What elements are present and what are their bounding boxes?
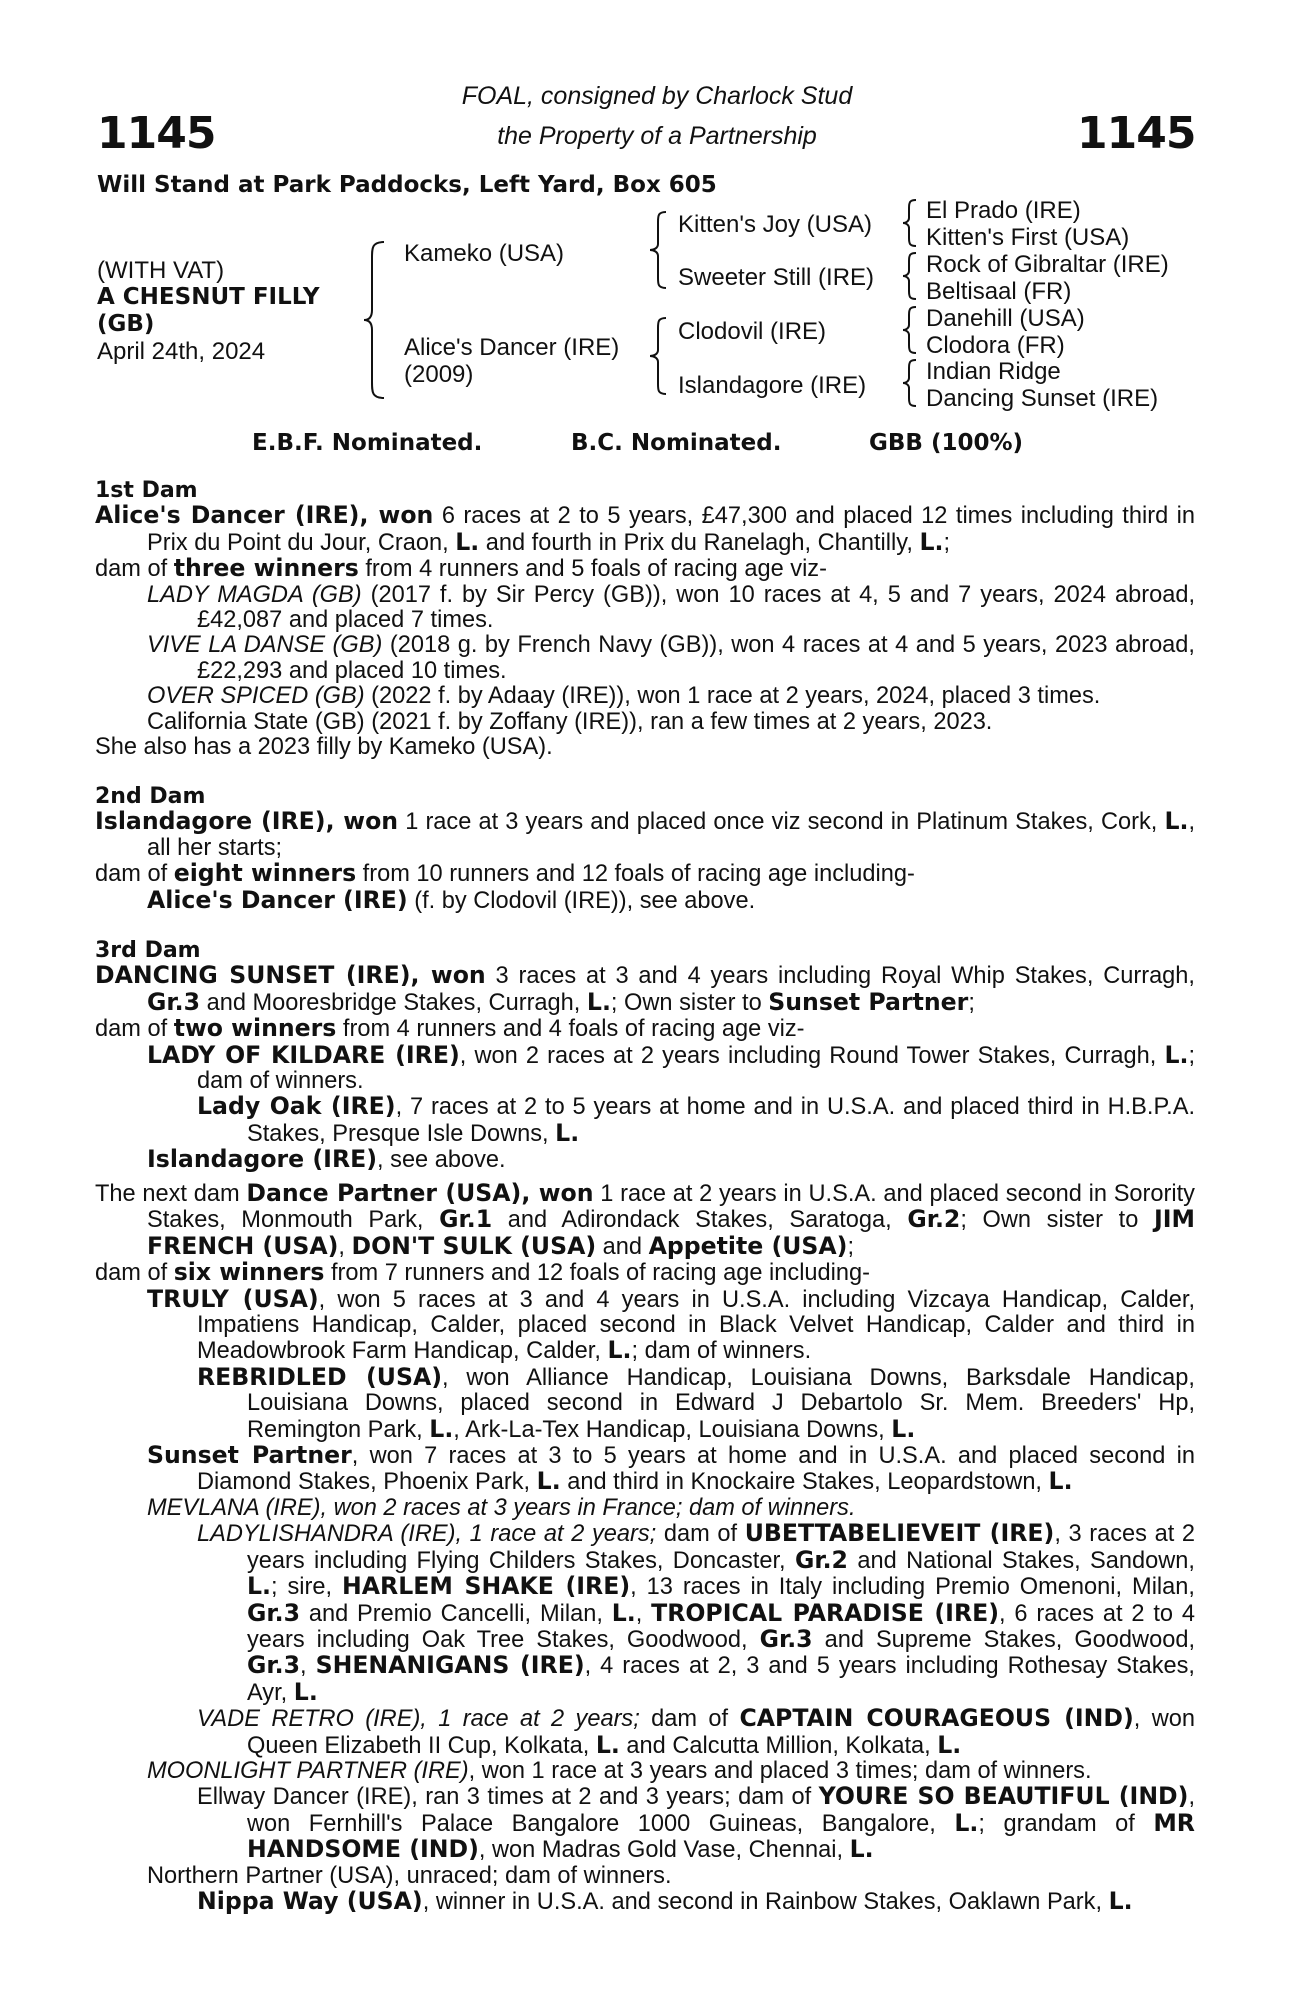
produce-item: MEVLANA (IRE), won 2 races at 3 years in France; dam of winners. <box>147 1494 856 1521</box>
text: and Supreme Stakes, Goodwood, <box>812 1626 1196 1653</box>
punct: , <box>300 1653 316 1680</box>
produce-item <box>95 1521 1195 1706</box>
dam-name: Islandagore (IRE), won <box>95 807 399 836</box>
dam-record-text: 1 race at 3 years and placed once viz second in Platinum Stakes, Cork, <box>398 809 1165 836</box>
vat-note: (WITH VAT) <box>97 257 225 284</box>
ebf-nomination: E.B.F. Nominated. <box>252 430 483 456</box>
produce-name: VADE RETRO (IRE), 1 race at 2 years; <box>197 1706 640 1733</box>
section-heading: 2nd Dam <box>95 784 206 809</box>
text: dam of <box>95 861 174 888</box>
dam-dam: Islandagore (IRE) <box>678 372 867 399</box>
group-mark: Gr.3 <box>759 1624 813 1653</box>
text: dam of <box>656 1521 745 1548</box>
text: ; dam of winners. <box>197 1042 1195 1095</box>
text: , won 2 races at 2 years including Round Tower Stakes, Curragh, <box>459 1042 1165 1069</box>
produce-record: (2022 f. by Adaay (IRE)), won 1 race at 2 years, 2024, placed 3 times. <box>364 683 1101 710</box>
ancestor-7: Indian Ridge <box>926 358 1061 385</box>
produce-item <box>95 1759 1195 1784</box>
produce-name: LADY OF KILDARE (IRE) <box>147 1040 460 1069</box>
text: , 13 races in Italy including Premio Omenoni, Milan, <box>630 1574 1195 1601</box>
punct: , <box>338 1233 352 1260</box>
sire: Kameko (USA) <box>404 240 565 267</box>
text: ; sire, <box>271 1574 343 1601</box>
text: and <box>596 1233 649 1260</box>
text: , see above. <box>377 1147 506 1174</box>
text: dam of <box>95 556 174 583</box>
listed-mark: L. <box>1108 1886 1133 1915</box>
produce-item <box>95 633 1195 684</box>
group-mark: Gr.1 <box>439 1205 493 1234</box>
produce-name: CAPTAIN COURAGEOUS (IND) <box>739 1704 1134 1733</box>
group-mark: Gr.2 <box>794 1545 848 1574</box>
text: , winner in U.S.A. and second in Rainbow Stakes, Oaklawn Park, <box>422 1888 1109 1915</box>
sire-dam: Sweeter Still (IRE) <box>678 264 875 291</box>
produce-name: REBRIDLED (USA) <box>197 1362 442 1391</box>
lot-number-right: 1145 <box>1077 108 1196 159</box>
produce-name: LADYLISHANDRA (IRE), 1 race at 2 years; <box>197 1521 657 1548</box>
sibling-name: DON'T SULK (USA) <box>351 1231 597 1260</box>
text: from 7 runners and 12 foals of racing age including- <box>324 1260 871 1287</box>
ancestor-8: Dancing Sunset (IRE) <box>926 385 1159 412</box>
listed-mark: L. <box>891 1414 916 1443</box>
produce-item <box>95 583 1195 634</box>
dam: Alice's Dancer (IRE) <box>404 334 620 361</box>
dam-record-text: 6 races at 2 to 5 years, £47,300 and placed 12 times including third in Prix du Point du Jour, Craon, <box>147 503 1196 556</box>
listed-mark: L. <box>937 1730 962 1759</box>
punct: ; <box>943 529 950 556</box>
owner-line: the Property of a Partnership <box>497 122 817 150</box>
ancestor-6: Clodora (FR) <box>926 332 1065 359</box>
listed-mark: L. <box>1164 807 1189 836</box>
produce-record: (2018 g. by French Navy (GB)), won 4 races at 4 and 5 years, 2023 abroad, £22,293 and placed 10 times. <box>197 632 1195 684</box>
section-heading: 1st Dam <box>95 478 198 503</box>
produce-item <box>95 1784 1195 1863</box>
brace-gen3-4 <box>900 358 920 408</box>
produce-name: Islandagore (IRE) <box>147 1145 378 1174</box>
first-dam-section <box>95 478 1195 760</box>
text: , won Madras Gold Vase, Chennai, <box>478 1837 850 1864</box>
winners-count: three winners <box>173 554 359 583</box>
ancestor-3: Rock of Gibraltar (IRE) <box>926 251 1169 278</box>
text: , won Queen Elizabeth II Cup, Kolkata, <box>247 1706 1195 1759</box>
text: , won 5 races at 3 and 4 years in U.S.A. including Vizcaya Handicap, Calder, Impatiens Handicap, Calder, placed second in Black Velvet Handicap, Calder and third in Meadowbrook Farm Handicap, Calder, <box>197 1286 1195 1365</box>
dam-record-text: and fourth in Prix du Ranelagh, Chantilly, <box>479 529 920 556</box>
text: , 6 races at 2 to 4 years including Oak Tree Stakes, Goodwood, <box>247 1600 1195 1653</box>
horse-name: A CHESNUT FILLY <box>97 284 320 310</box>
produce-item <box>95 1094 1195 1147</box>
group-mark: Gr.3 <box>247 1598 301 1627</box>
group-mark: Gr.2 <box>907 1205 961 1234</box>
text: , 3 races at 2 years including Flying Childers Stakes, Doncaster, <box>247 1521 1196 1574</box>
produce-name: SHENANIGANS (IRE) <box>315 1651 585 1680</box>
listed-mark: L. <box>595 1730 620 1759</box>
produce-item <box>95 1443 1195 1496</box>
winners-count: eight winners <box>173 859 357 888</box>
produce-name: Sunset Partner <box>147 1441 352 1470</box>
next-dam-section <box>95 1181 1195 1915</box>
text: and Premio Cancelli, Milan, <box>300 1600 612 1627</box>
listed-mark: L. <box>429 1414 454 1443</box>
dam-record <box>95 1181 1195 1260</box>
brace-gen3-1 <box>900 198 920 248</box>
text: , won 1 race at 3 years and placed 3 times; dam of winners. <box>468 1757 1092 1784</box>
produce-item: California State (GB) (2021 f. by Zoffany (IRE)), ran a few times at 2 years, 2023. <box>147 708 993 735</box>
group-mark: Gr.3 <box>247 1651 301 1680</box>
dam-year: (2009) <box>404 361 474 388</box>
section-heading: 3rd Dam <box>95 938 201 963</box>
produce-name: LADY MAGDA (GB) <box>147 581 362 608</box>
produce-name: VIVE LA DANSE (GB) <box>147 632 383 659</box>
produce-item <box>95 1147 1195 1173</box>
produce-record: (2017 f. by Sir Percy (GB)), won 10 races at 4, 5 and 7 years, 2024 abroad, £42,087 and placed 7 times. <box>197 581 1196 634</box>
produce-name: Lady Oak (IRE) <box>197 1092 396 1121</box>
text: and third in Knockaire Stakes, Leopardstown, <box>560 1469 1049 1496</box>
text: , all her starts; <box>147 809 1195 861</box>
produce-name: Nippa Way (USA) <box>197 1886 423 1915</box>
listed-mark: L. <box>919 527 944 556</box>
text: and Mooresbridge Stakes, Curragh, <box>200 989 587 1016</box>
text: from 4 runners and 4 foals of racing age viz- <box>336 1016 805 1043</box>
listed-mark: L. <box>293 1677 318 1706</box>
produce-name: TROPICAL PARADISE (IRE) <box>651 1598 1000 1627</box>
produce-item <box>95 1040 1195 1095</box>
produce-summary <box>95 861 1195 887</box>
produce-item <box>95 1886 1195 1915</box>
produce-item: Northern Partner (USA), unraced; dam of winners. <box>147 1862 672 1889</box>
text: dam of <box>95 1260 174 1287</box>
text: , won Fernhill's Palace Bangalore 1000 Guineas, Bangalore, <box>247 1784 1195 1837</box>
text: and Calcutta Million, Kolkata, <box>619 1732 938 1759</box>
text: ; grandam of <box>978 1810 1154 1837</box>
dam-name: DANCING SUNSET (IRE), won <box>95 961 486 990</box>
sibling-name: Appetite (USA) <box>648 1231 848 1260</box>
dam-record <box>95 809 1195 861</box>
text: and Adirondack Stakes, Saratoga, <box>492 1207 908 1234</box>
produce-name: HARLEM SHAKE (IRE) <box>342 1572 631 1601</box>
text: ; dam of winners. <box>631 1338 812 1365</box>
text: from 4 runners and 5 foals of racing age viz- <box>358 556 827 583</box>
text: , 7 races at 2 to 5 years at home and in U.S.A. and placed third in H.B.P.A. Stakes, Presque Isle Downs, <box>247 1094 1196 1147</box>
dam-name: Dance Partner (USA), won <box>246 1179 594 1207</box>
produce-summary <box>95 556 1195 582</box>
listed-mark: L. <box>1164 1040 1189 1069</box>
produce-name: TRULY (USA) <box>147 1284 319 1313</box>
dam-name: Alice's Dancer (IRE), won <box>95 501 434 530</box>
produce-name: Alice's Dancer (IRE) <box>147 885 408 914</box>
consignor-line: FOAL, consigned by Charlock Stud <box>461 82 853 110</box>
dam-record <box>95 963 1195 1016</box>
foaling-date: April 24th, 2024 <box>97 338 266 365</box>
third-dam-section <box>95 938 1195 1174</box>
text: Ellway Dancer (IRE), ran 3 times at 2 and 3 years; dam of <box>197 1784 819 1811</box>
listed-mark: L. <box>455 527 480 556</box>
dam-brace <box>648 316 670 396</box>
listed-mark: L. <box>1048 1467 1073 1496</box>
text: and National Stakes, Sandown, <box>847 1547 1195 1574</box>
produce-name: MOONLIGHT PARTNER (IRE) <box>147 1757 469 1784</box>
listed-mark: L. <box>536 1467 561 1496</box>
sibling-name: Sunset Partner <box>768 987 969 1016</box>
sire-sire: Kitten's Joy (USA) <box>678 211 872 238</box>
produce-item <box>95 684 1195 709</box>
lot-number-left: 1145 <box>97 108 216 159</box>
text: , won Alliance Handicap, Louisiana Downs, Barksdale Handicap, Louisiana Downs, placed second in Edward J Debartolo Sr. Mem. Breeders' Hp, Remington Park, <box>247 1364 1195 1443</box>
produce-note: She also has a 2023 filly by Kameko (USA). <box>95 734 553 761</box>
listed-mark: L. <box>607 1336 632 1365</box>
dam-record <box>95 503 1195 556</box>
produce-name: UBETTABELIEVEIT (IRE) <box>744 1519 1055 1548</box>
group-mark: Gr.3 <box>147 987 201 1016</box>
ancestor-5: Danehill (USA) <box>926 305 1085 332</box>
horse-country: (GB) <box>97 311 155 337</box>
punct: ; <box>847 1233 855 1260</box>
text: ; Own sister to <box>960 1207 1154 1234</box>
listed-mark: L. <box>954 1808 979 1837</box>
produce-name: YOURE SO BEAUTIFUL (IND) <box>818 1782 1189 1811</box>
pedigree-brace <box>362 240 392 400</box>
produce-item <box>95 1284 1195 1365</box>
produce-item <box>95 1706 1195 1759</box>
produce-item <box>95 1362 1195 1443</box>
text: , Ark-La-Tex Handicap, Louisiana Downs, <box>453 1416 892 1443</box>
text: dam of <box>639 1706 740 1733</box>
text: , won 7 races at 3 to 5 years at home and in U.S.A. and placed second in Diamond Stakes, Phoenix Park, <box>197 1443 1195 1496</box>
brace-gen3-3 <box>900 305 920 355</box>
produce-name: MR HANDSOME (IND) <box>247 1808 1195 1864</box>
second-dam-section <box>95 784 1195 914</box>
gbb-status: GBB (100%) <box>869 430 1024 456</box>
text: 1 race at 2 years in U.S.A. and placed second in Sorority Stakes, Monmouth Park, <box>147 1181 1195 1234</box>
brace-gen3-2 <box>900 251 920 301</box>
produce-summary <box>95 1260 1195 1286</box>
text: ; Own sister to <box>610 989 769 1016</box>
dam-sire: Clodovil (IRE) <box>678 318 827 345</box>
punct: ; <box>968 989 975 1016</box>
listed-mark: L. <box>586 987 611 1016</box>
text: The next dam <box>95 1181 247 1207</box>
bc-nomination: B.C. Nominated. <box>571 430 782 456</box>
text: 3 races at 3 and 4 years including Royal Whip Stakes, Curragh, <box>485 963 1195 990</box>
produce-name: OVER SPICED (GB) <box>147 683 365 710</box>
sire-brace <box>648 210 670 290</box>
ancestor-4: Beltisaal (FR) <box>926 278 1072 305</box>
listed-mark: L. <box>555 1118 580 1147</box>
text: dam of <box>95 1016 174 1043</box>
winners-count: six winners <box>173 1258 325 1287</box>
text: from 10 runners and 12 foals of racing age including- <box>356 861 915 888</box>
ancestor-1: El Prado (IRE) <box>926 197 1081 224</box>
ancestor-2: Kitten's First (USA) <box>926 224 1130 251</box>
produce-summary <box>95 1016 1195 1042</box>
produce-item <box>95 885 1195 914</box>
winners-count: two winners <box>173 1014 337 1043</box>
produce-record: (f. by Clodovil (IRE)), see above. <box>407 887 756 914</box>
listed-mark: L. <box>849 1835 874 1864</box>
sibling-name: JIM FRENCH (USA) <box>147 1205 1196 1260</box>
listed-mark: L. <box>611 1598 636 1627</box>
listed-mark: L. <box>247 1572 271 1601</box>
stand-location: Will Stand at Park Paddocks, Left Yard, Box 605 <box>97 172 717 198</box>
punct: , <box>635 1600 652 1627</box>
text: , 4 races at 2, 3 and 5 years including Rothesay Stakes, Ayr, <box>247 1653 1195 1706</box>
